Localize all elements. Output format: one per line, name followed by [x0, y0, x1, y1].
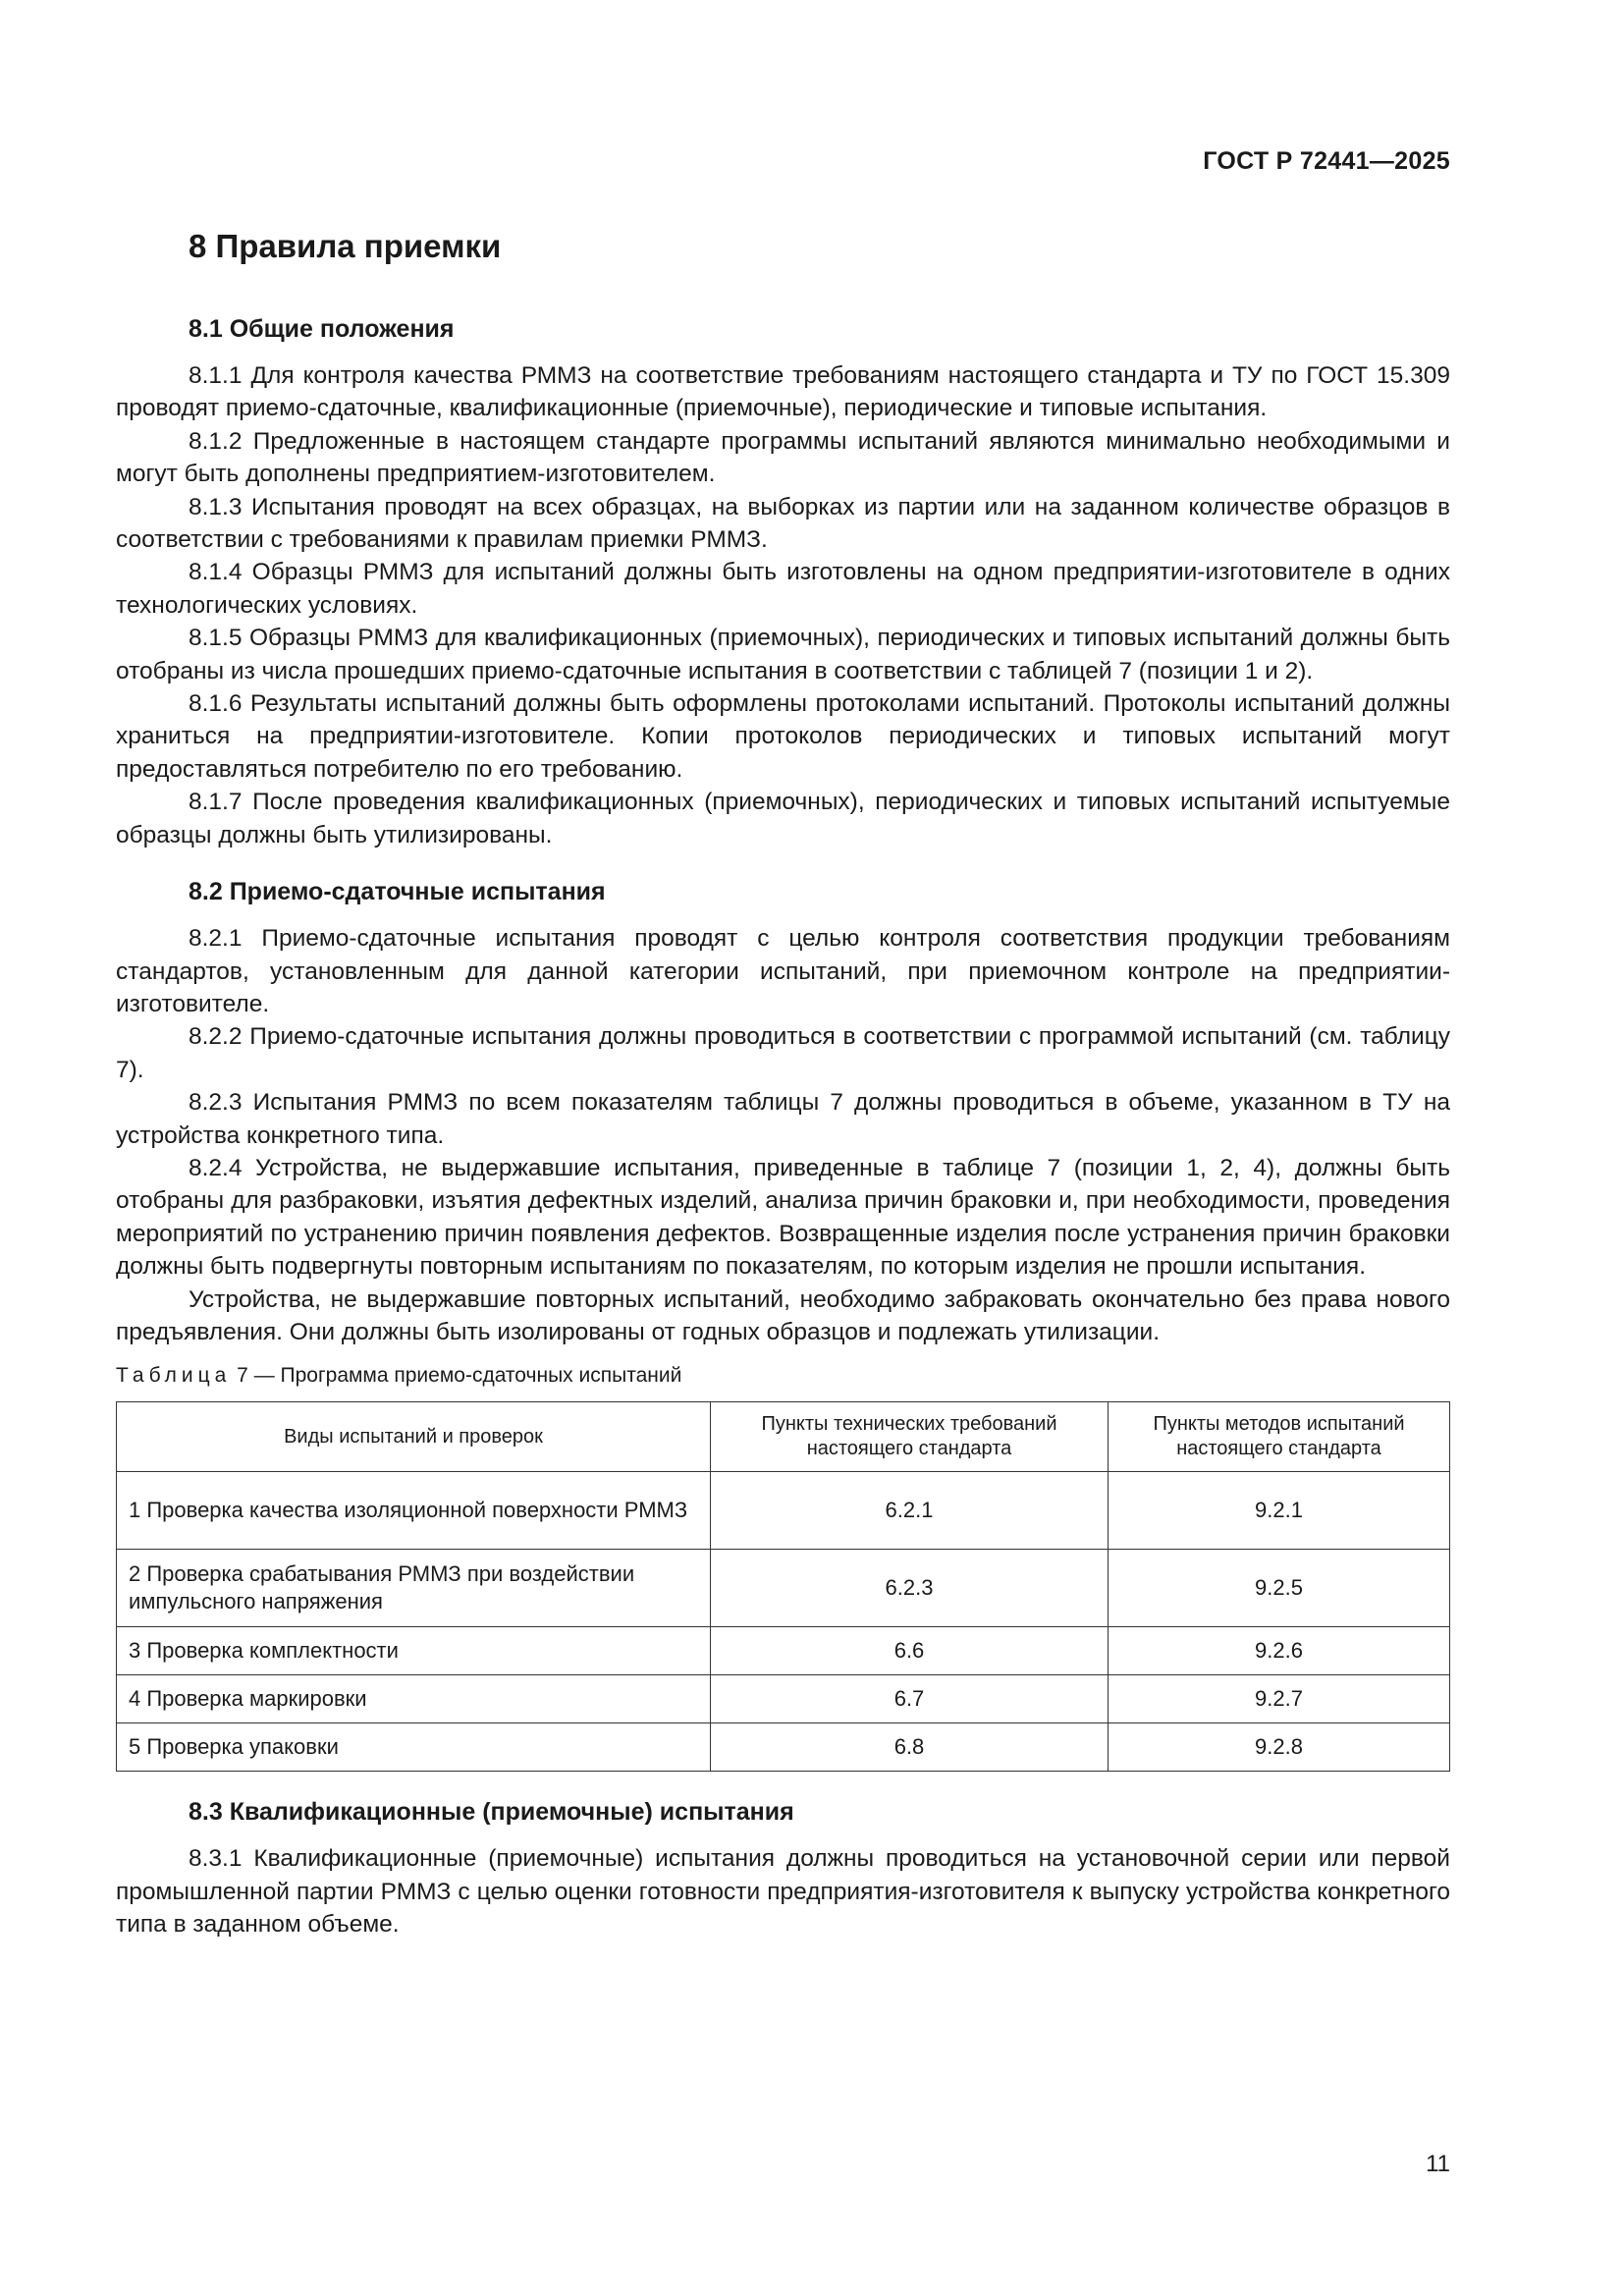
paragraph-8-2-4: 8.2.4 Устройства, не выдержавшие испытания, приведенные в таблице 7 (позиции 1, 2, 4), должны быть отобраны для разбраковки, изъятия дефектных изделий, анализа причин браковки и, при необходимости, проведения мероприятий по устранению причин появления дефектов. Возвращенные изделия после устранения причин браковки должны быть подвергнуты повторным испытаниям по показателям, по которым изделия не прошли испытания.	[116, 1154, 1450, 1281]
paragraph-8-2-4-cont: Устройства, не выдержавшие повторных испытаний, необходимо забраковать окончательно без права нового предъявления. Они должны быть изолированы от годных образцов и подлежать утилизации.	[116, 1285, 1450, 1345]
table-caption	[116, 1362, 1450, 1390]
table-cell: 9.2.7	[1109, 1675, 1450, 1723]
subsection-title-8-3: 8.3 Квалификационные (приемочные) испытания	[189, 1798, 794, 1827]
table-cell: 4 Проверка маркировки	[117, 1675, 711, 1723]
table-row	[117, 1627, 1450, 1675]
paragraph-8-1-1: 8.1.1 Для контроля качества РММЗ на соответствие требованиям настоящего стандарта и ТУ по ГОСТ 15.309 проводят приемо-сдаточные, квалификационные (приемочные), периодические и типовые испытания.	[116, 362, 1450, 422]
table-row	[117, 1550, 1450, 1627]
paragraph-8-1-2: 8.1.2 Предложенные в настоящем стандарте программы испытаний являются минимально необходимыми и могут быть дополнены предприятием-изготовителем.	[116, 427, 1450, 488]
subsection-title-8-1: 8.1 Общие положения	[189, 315, 455, 343]
table-caption-text: 7 — Программа приемо-сдаточных испытаний	[231, 1364, 682, 1388]
table-cell: 1 Проверка качества изоляционной поверхности РММЗ	[117, 1472, 711, 1550]
table-cell: 6.2.3	[711, 1550, 1109, 1627]
table-caption-label: Таблица	[116, 1364, 232, 1388]
paragraph-8-2-1: 8.2.1 Приемо-сдаточные испытания проводят с целью контроля соответствия продукции требованиям стандартов, установленным для данной категории испытаний, при приемочном контроле на предприятии-изготовителе.	[116, 925, 1450, 1017]
document-page	[116, 0, 1450, 2296]
table-header-cell: Пункты методов испытаний настоящего стандарта	[1109, 1402, 1450, 1472]
table-cell: 6.2.1	[711, 1472, 1109, 1550]
table-cell: 6.6	[711, 1627, 1109, 1675]
paragraph-8-2-2: 8.2.2 Приемо-сдаточные испытания должны проводиться в соответствии с программой испытаний (см. таблицу 7).	[116, 1023, 1450, 1083]
table-cell: 9.2.5	[1109, 1550, 1450, 1627]
table-cell: 5 Проверка упаковки	[117, 1723, 711, 1772]
table-cell: 6.7	[711, 1675, 1109, 1723]
table-header-row	[117, 1402, 1450, 1472]
document-body	[116, 312, 1450, 1941]
paragraph-8-2-3: 8.2.3 Испытания РММЗ по всем показателям таблицы 7 должны проводиться в объеме, указанном в ТУ на устройства конкретного типа.	[116, 1089, 1450, 1149]
subsection-title-8-2: 8.2 Приемо-сдаточные испытания	[189, 878, 606, 906]
table-row	[117, 1723, 1450, 1772]
table-cell: 2 Проверка срабатывания РММЗ при воздействии импульсного напряжения	[117, 1550, 711, 1627]
paragraph-8-1-4: 8.1.4 Образцы РММЗ для испытаний должны быть изготовлены на одном предприятии-изготовителе в одних технологических условиях.	[116, 559, 1450, 619]
paragraph-8-1-6: 8.1.6 Результаты испытаний должны быть оформлены протоколами испытаний. Протоколы испытаний должны храниться на предприятии-изготовителе. Копии протоколов периодических и типовых испытаний могут предоставляться потребителю по его требованию.	[116, 690, 1450, 783]
document-code: ГОСТ Р 72441—2025	[1203, 147, 1450, 175]
table-header-cell: Пункты технических требований настоящего стандарта	[711, 1402, 1109, 1472]
table-cell: 9.2.8	[1109, 1723, 1450, 1772]
paragraph-8-1-5: 8.1.5 Образцы РММЗ для квалификационных (приемочных), периодических и типовых испытаний должны быть отобраны из числа прошедших приемо-сдаточные испытания в соответствии с таблицей 7 (позиции 1 и 2).	[116, 625, 1450, 684]
table-row	[117, 1675, 1450, 1723]
table-cell: 9.2.6	[1109, 1627, 1450, 1675]
section-title: 8 Правила приемки	[189, 228, 502, 264]
table-header-cell: Виды испытаний и проверок	[117, 1402, 711, 1472]
test-program-table	[116, 1401, 1450, 1772]
table-cell: 3 Проверка комплектности	[117, 1627, 711, 1675]
paragraph-8-1-3: 8.1.3 Испытания проводят на всех образцах, на выборках из партии или на заданном количестве образцов в соответствии с требованиями к правилам приемки РММЗ.	[116, 493, 1450, 554]
table-cell: 6.8	[711, 1723, 1109, 1772]
paragraph-8-1-7: 8.1.7 После проведения квалификационных (приемочных), периодических и типовых испытаний испытуемые образцы должны быть утилизированы.	[116, 789, 1450, 848]
table-row	[117, 1472, 1450, 1550]
paragraph-8-3-1: 8.3.1 Квалификационные (приемочные) испытания должны проводиться на установочной серии или первой промышленной партии РММЗ с целью оценки готовности предприятия-изготовителя к выпуску устройства конкретного типа в заданном объеме.	[116, 1845, 1450, 1939]
table-cell: 9.2.1	[1109, 1472, 1450, 1550]
page-number: 11	[1426, 2151, 1450, 2177]
